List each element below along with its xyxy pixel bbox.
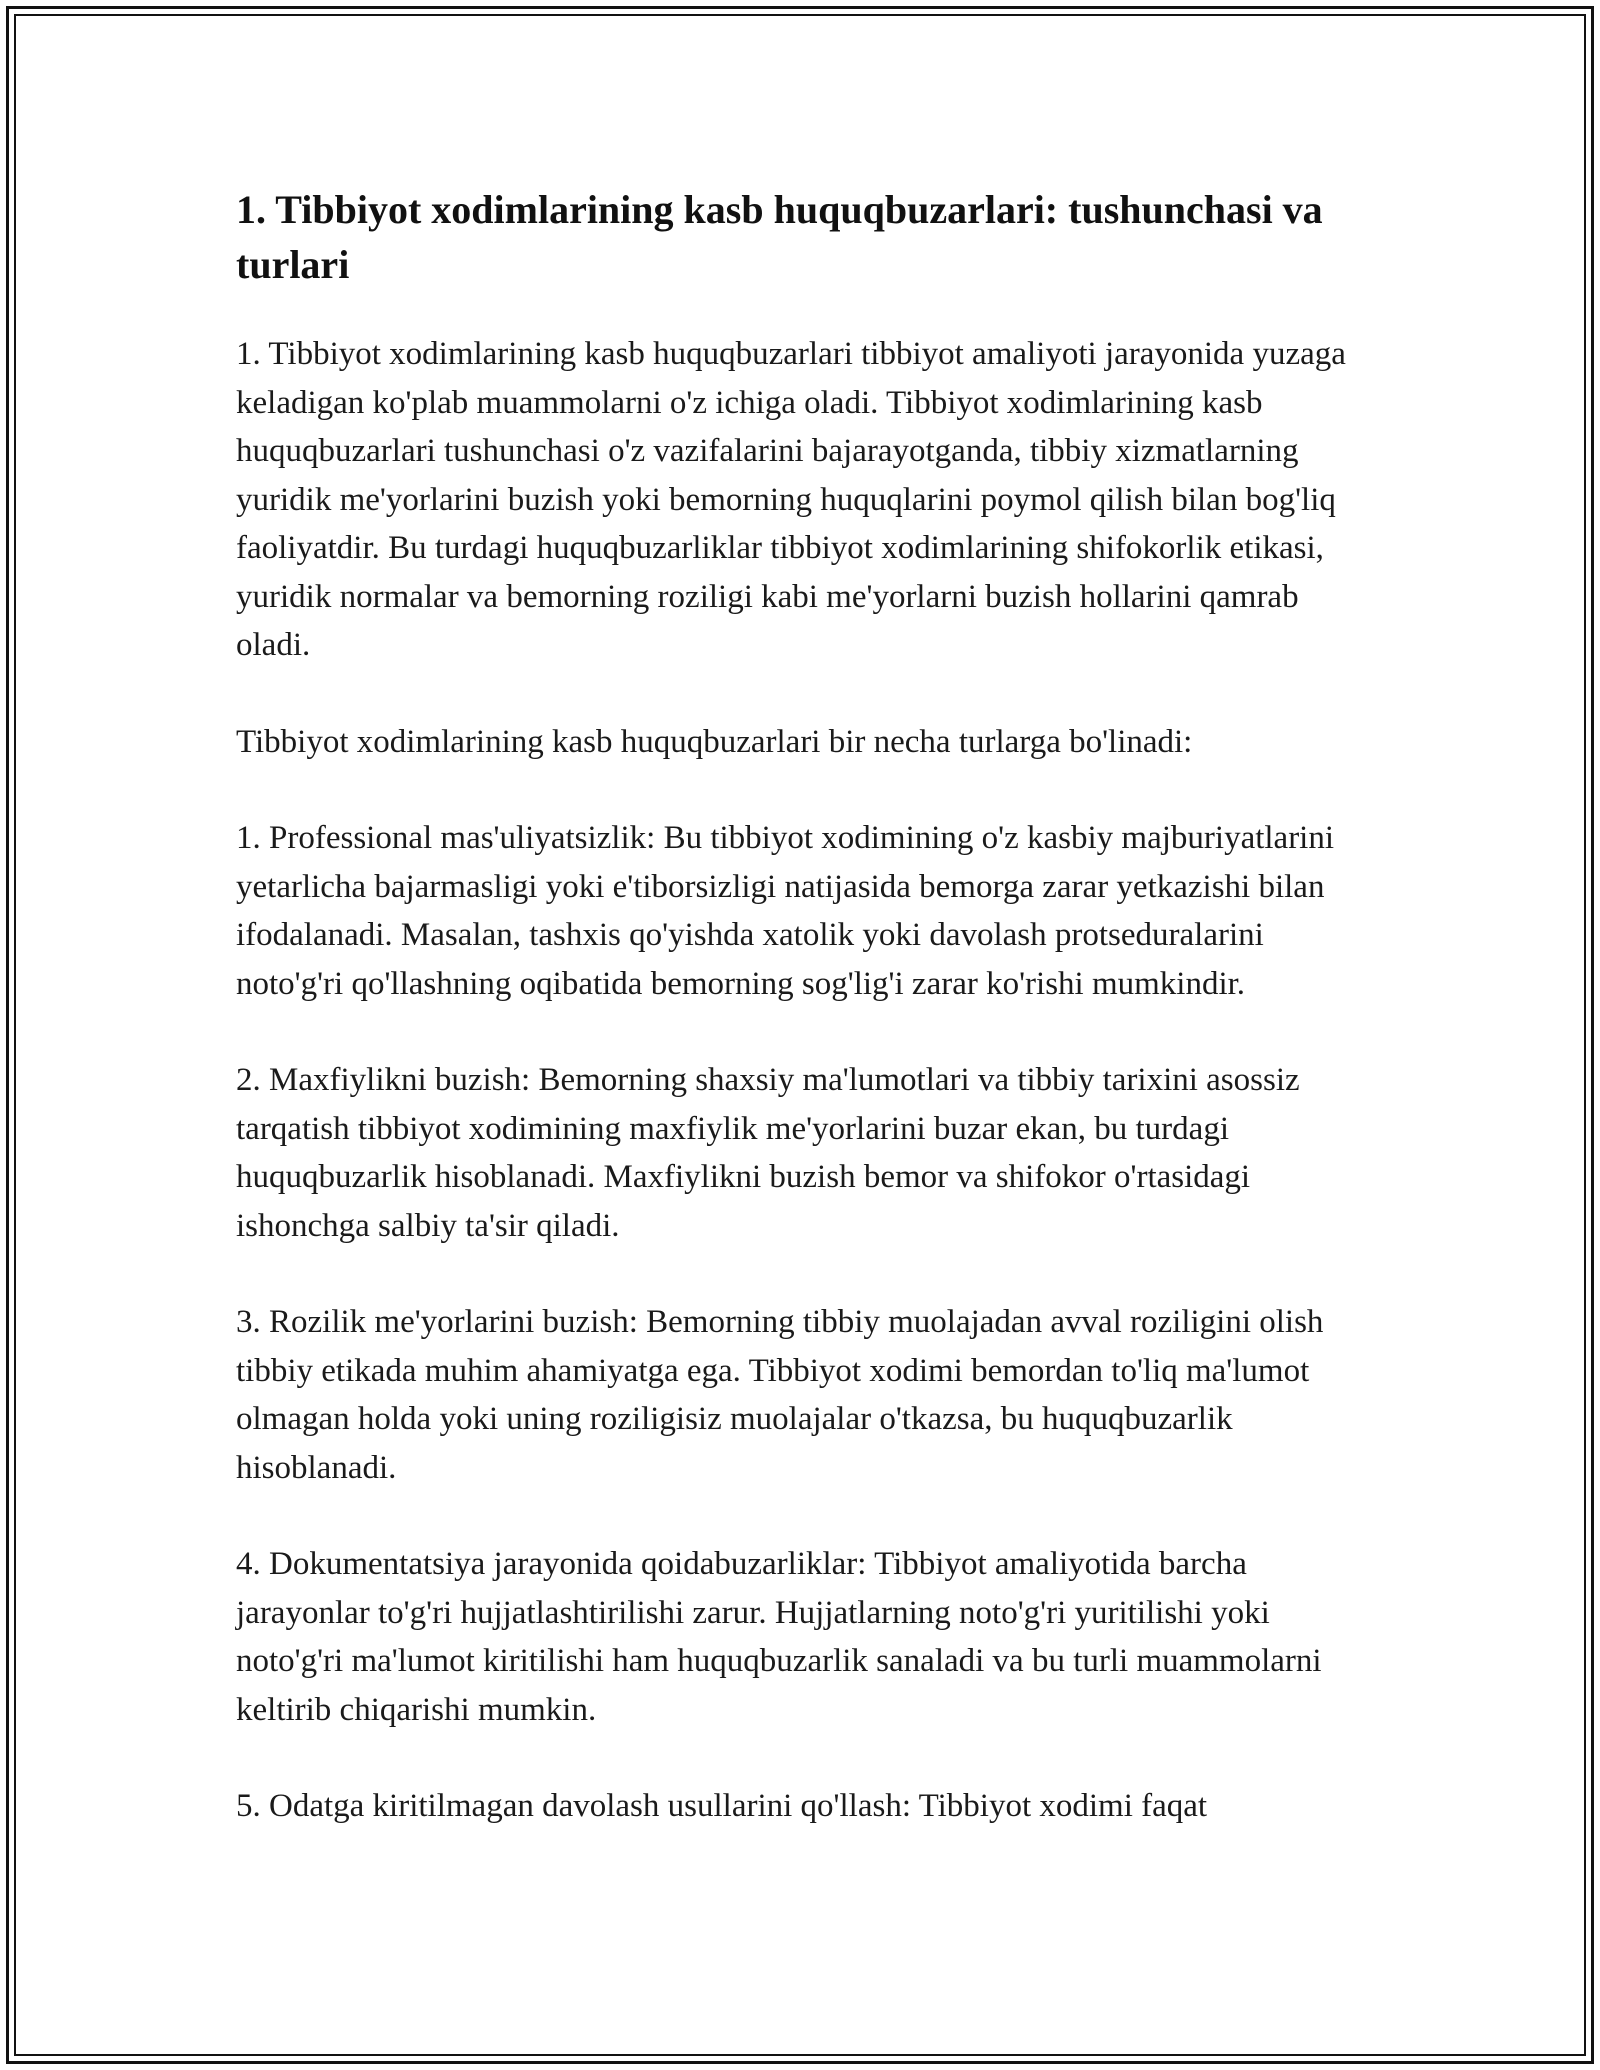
- paragraph-type-5: 5. Odatga kiritilmagan davolash usullarini qo'llash: Tibbiyot xodimi faqat: [236, 1788, 1208, 1824]
- paragraph-type-3: 3. Rozilik me'yorlarini buzish: Bemorning tibbiy muolajadan avval roziligini olish tibbiy etikada muhim ahamiyatga ega. Tibbiyot xodimi bemordan to'liq ma'lumot olmagan holda yoki uning roziligisiz muolajalar o'tkazsa, bu huquqbuzarlik hisoblanadi.: [236, 1304, 1324, 1486]
- paragraph-definition: 1. Tibbiyot xodimlarining kasb huquqbuzarlari tibbiyot amaliyoti jarayonida yuzaga keladigan ko'plab muammolarni o'z ichiga oladi. Tibbiyot xodimlarining kasb huquqbuzarlari tushunchasi o'z vazifalarini bajarayotganda, tibbiy xizmatlarning yuridik me'yorlarini buzish yoki bemorning huquqlarini poymol qilish bilan bog'liq faoliyatdir. Bu turdagi huquqbuzarliklar tibbiyot xodimlarining shifokorlik etikasi, yuridik normalar va bemorning roziligi kabi me'yorlarni buzish hollarini qamrab oladi.: [236, 336, 1346, 663]
- section-heading: 1. Tibbiyot xodimlarining kasb huquqbuzarlari: tushunchasi va turlari: [236, 187, 1323, 287]
- document-body: [236, 182, 1376, 1879]
- paragraph-type-2: 2. Maxfiylikni buzish: Bemorning shaxsiy ma'lumotlari va tibbiy tarixini asossiz tarqatish tibbiyot xodimining maxfiylik me'yorlarini buzar ekan, bu turdagi huquqbuzarlik hisoblanadi. Maxfiylikni buzish bemor va shifokor o'rtasidagi ishonchga salbiy ta'sir qiladi.: [236, 1062, 1300, 1244]
- paragraph-type-4: 4. Dokumentatsiya jarayonida qoidabuzarliklar: Tibbiyot amaliyotida barcha jarayonlar to'g'ri hujjatlashtirilishi zarur. Hujjatlarning noto'g'ri yuritilishi yoki noto'g'ri ma'lumot kiritilishi ham huquqbuzarlik sanaladi va bu turli muammolarni keltirib chiqarishi mumkin.: [236, 1546, 1322, 1728]
- paragraph-type-1: 1. Professional mas'uliyatsizlik: Bu tibbiyot xodimining o'z kasbiy majburiyatlarini yetarlicha bajarmasligi yoki e'tiborsizligi natijasida bemorga zarar yetkazishi bilan ifodalanadi. Masalan, tashxis qo'yishda xatolik yoki davolash protseduralarini noto'g'ri qo'llashning oqibatida bemorning sog'lig'i zarar ko'rishi mumkindir.: [236, 820, 1335, 1002]
- paragraph-types-intro: Tibbiyot xodimlarining kasb huquqbuzarlari bir necha turlarga bo'linadi:: [236, 723, 1193, 760]
